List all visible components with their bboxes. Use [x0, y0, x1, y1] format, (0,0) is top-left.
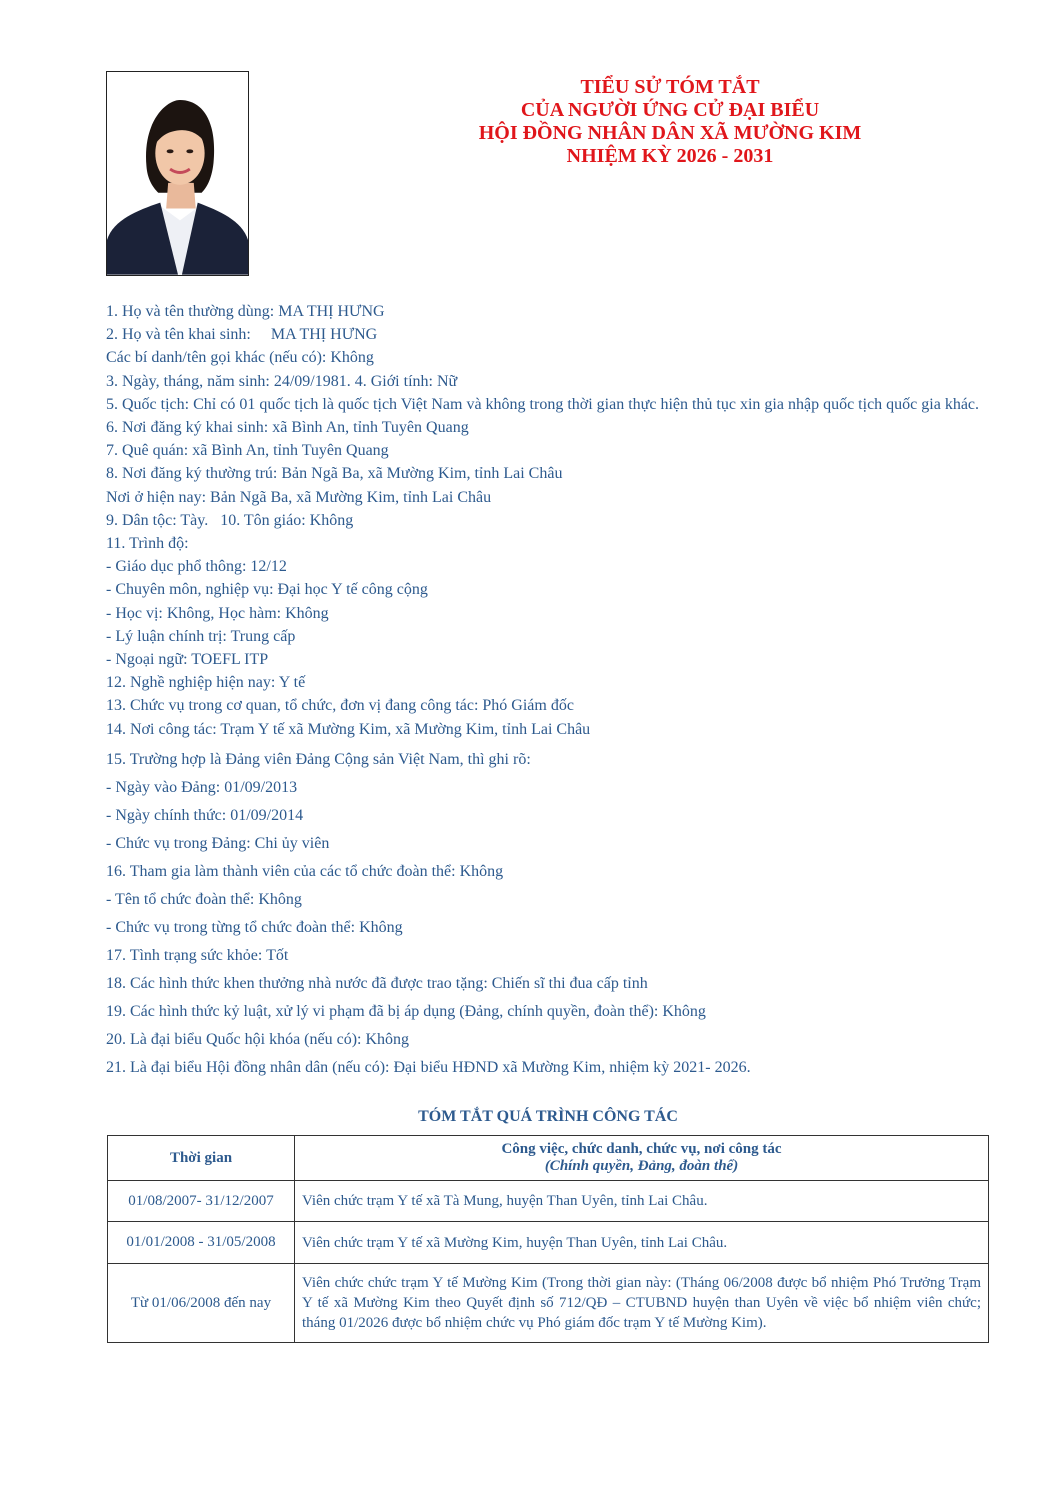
col-time-header: Thời gian: [108, 1136, 295, 1181]
field-health: 17. Tình trạng sức khỏe: Tốt: [106, 946, 289, 964]
portrait-photo: [106, 71, 249, 276]
title-line-4: NHIỆM KỲ 2026 - 2031: [566, 145, 774, 167]
field-birth-name: 2. Họ và tên khai sinh: MA THỊ HƯNG: [106, 326, 378, 344]
field-common-name: 1. Họ và tên thường dùng: MA THỊ HƯNG: [106, 303, 385, 320]
field-education-heading: 11. Trình độ:: [106, 535, 189, 553]
title-line-3: HỘI ĐỒNG NHÂN DÂN XÃ MƯỜNG KIM: [478, 122, 862, 144]
field-party-member: 15. Trường hợp là Đảng viên Đảng Cộng sản Việt Nam, thì ghi rõ:: [106, 750, 531, 768]
field-peoples-council: 21. Là đại biểu Hội đồng nhân dân (nếu có): Đại biểu HĐND xã Mường Kim, nhiệm kỳ 2021- 2026.: [106, 1058, 751, 1076]
field-hometown: 7. Quê quán: xã Bình An, tỉnh Tuyên Quang: [106, 442, 389, 460]
field-alias: Các bí danh/tên gọi khác (nếu có): Không: [106, 349, 374, 367]
field-foreign-language: - Ngoại ngữ: TOEFL ITP: [106, 651, 269, 669]
field-position: 13. Chức vụ trong cơ quan, tổ chức, đơn vị đang công tác: Phó Giám đốc: [106, 697, 574, 715]
field-awards: 18. Các hình thức khen thưởng nhà nước đã được trao tặng: Chiến sĩ thi đua cấp tỉnh: [106, 974, 648, 992]
table-row: [108, 1264, 989, 1343]
field-current-residence: Nơi ở hiện nay: Bản Ngã Ba, xã Mường Kim, tỉnh Lai Châu: [106, 488, 492, 506]
field-discipline: 19. Các hình thức kỷ luật, xử lý vi phạm đã bị áp dụng (Đảng, chính quyền, đoàn thể): Không: [106, 1002, 706, 1020]
field-party-position: - Chức vụ trong Đảng: Chi ủy viên: [106, 834, 330, 852]
field-organization-position: - Chức vụ trong từng tổ chức đoàn thể: Không: [106, 918, 403, 936]
field-organization-name: - Tên tổ chức đoàn thể: Không: [106, 890, 302, 908]
field-organizations: 16. Tham gia làm thành viên của các tổ chức đoàn thể: Không: [106, 862, 504, 880]
field-birth-registration: 6. Nơi đăng ký khai sinh: xã Bình An, tỉnh Tuyên Quang: [106, 419, 469, 437]
field-occupation: 12. Nghề nghiệp hiện nay: Y tế: [106, 674, 306, 692]
row-time: 01/08/2007- 31/12/2007: [108, 1181, 295, 1222]
table-header-row: [108, 1136, 989, 1181]
document-title: [300, 76, 1040, 168]
row-desc: Viên chức trạm Y tế xã Mường Kim, huyện Than Uyên, tỉnh Lai Châu.: [295, 1222, 989, 1264]
field-party-join-date: - Ngày vào Đảng: 01/09/2013: [106, 778, 298, 796]
field-ethnicity-religion: 9. Dân tộc: Tày. 10. Tôn giáo: Không: [106, 511, 354, 529]
field-birthdate-gender: 3. Ngày, tháng, năm sinh: 24/09/1981. 4. Giới tính: Nữ: [106, 372, 458, 390]
field-general-education: - Giáo dục phổ thông: 12/12: [106, 558, 287, 576]
biography-body: [106, 300, 990, 1082]
col-desc-subtitle: (Chính quyền, Đảng, đoàn thể): [544, 1158, 739, 1174]
row-desc: Viên chức trạm Y tế xã Tà Mung, huyện Than Uyên, tỉnh Lai Châu.: [295, 1181, 989, 1222]
work-history-title: TÓM TẮT QUÁ TRÌNH CÔNG TÁC: [418, 1108, 678, 1125]
title-line-2: CỦA NGƯỜI ỨNG CỬ ĐẠI BIỂU: [520, 99, 820, 121]
table-row: [108, 1222, 989, 1264]
field-degree: - Học vị: Không, Học hàm: Không: [106, 604, 329, 622]
field-permanent-residence: 8. Nơi đăng ký thường trú: Bản Ngã Ba, xã Mường Kim, tỉnh Lai Châu: [106, 465, 563, 483]
col-desc-title: Công việc, chức danh, chức vụ, nơi công tác: [501, 1141, 782, 1157]
field-national-assembly: 20. Là đại biểu Quốc hội khóa (nếu có): Không: [106, 1030, 410, 1048]
field-workplace: 14. Nơi công tác: Trạm Y tế xã Mường Kim, xã Mường Kim, tỉnh Lai Châu: [106, 720, 591, 738]
portrait-photo-icon: [107, 72, 248, 275]
work-history-table: [107, 1135, 989, 1343]
col-desc-header: [295, 1136, 989, 1181]
title-line-1: TIỂU SỬ TÓM TẮT: [580, 76, 760, 98]
field-specialty: - Chuyên môn, nghiệp vụ: Đại học Y tế công cộng: [106, 581, 428, 599]
row-time: 01/01/2008 - 31/05/2008: [108, 1222, 295, 1264]
field-nationality: 5. Quốc tịch: Chỉ có 01 quốc tịch là quốc tịch Việt Nam và không trong thời gian thực hiện thủ tục xin gia nhập quốc tịch quốc gia khác.: [106, 395, 980, 413]
table-row: [108, 1181, 989, 1222]
field-political-theory: - Lý luận chính trị: Trung cấp: [106, 627, 296, 645]
row-desc: Viên chức chức trạm Y tế Mường Kim (Trong thời gian này: (Tháng 06/2008 được bổ nhiệm Phó Trưởng Trạm Y tế xã Mường Kim theo Quyết định số 712/QĐ – CTUBND huyện than Uyên về việc bổ nhiệm viên chức; tháng 01/2026 được bổ nhiệm chức vụ Phó giám đốc trạm Y tế Mường Kim).: [295, 1264, 989, 1343]
row-time: Từ 01/06/2008 đến nay: [108, 1264, 295, 1343]
field-party-official-date: - Ngày chính thức: 01/09/2014: [106, 806, 304, 824]
